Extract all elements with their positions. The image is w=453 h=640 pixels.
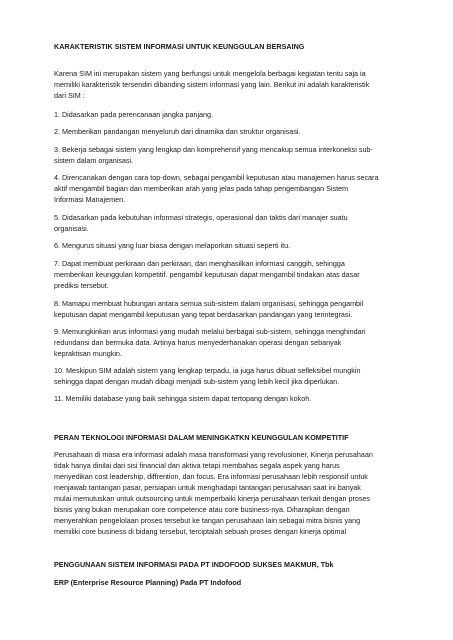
intro-paragraph: Karena SIM ini merupakan sistem yang berfungsi untuk mengelola berbagai kegiatan tentu saja ia memiliki karakteristik tersendiri dibanding sistem informasi yang lain. Berikut ini adalah karakteristik dari SIM :: [54, 69, 370, 100]
list-item-9: 9. Memungkinkan arus informasi yang mudah melalui berbagai sub-sistem, sehingga menghindari redundansi dan bermuka data. Artinya harus menyederhanakan operasi dengan sebanyak kepraktisan mungkin.: [54, 327, 366, 358]
peran-paragraph: Perusahaan di masa era informasi adalah masa transformasi yang revolusioner, Kinerja perusahaan tidak hanya dinilai dari sisi financial dan aktiva tetapi membahas segala aspek yang harus menyedikan cost leadership, diffrention, dan focus. Era informasi perusahaan lebih responsif untuk menjawab tantangan pasar, persiapan untuk menghadapi tantangan perusahaan saat ini banyak mulai memutuskan untuk outsourcing untuk memperbaiki kinerja perusahaan terkait dengan proses bisnis yang bukan merupakan core competence atau core business-nya. Diharapkan dengan menyerahkan pengelolaan proses tersebut ke tangan perusahaan lain sebagai mitra bisnis yang memiliki core business di bidang tersebut, terciptalah sebuah proses dengan kinerja optimal: [54, 450, 373, 536]
list-item-2: 2. Memberikan pandangan menyeluruh dari dinamika dan struktur organisasi.: [54, 127, 301, 136]
list-item-8: 8. Mamapu membuat hubungan antara semua sub-sistem dalam organisasi, sehingga pengambil keputusan dapat mengambil keputusan yang tepat berdasarkan pandangan yang terintegrasi.: [54, 299, 364, 319]
list-item-5: 5. Didasarkan pada kebutuhan informasi strategis, operasional dan taktis dari manajer suatu organisasi.: [54, 213, 348, 233]
section-heading-peran: PERAN TEKNOLOGI INFORMASI DALAM MENINGKATKN KEUNGGULAN KOMPETITIF: [54, 433, 349, 442]
list-item-7: 7. Dapat membuat perkiraan dan perkiraan, dan menghasilkan informasi canggih, sehingga memberikan keunggulan kompetitif. pengambil keputusan dapat mengambil tindakan atas dasar prediksi tersebut.: [54, 259, 360, 290]
list-item-10: 10. Meskipun SIM adalah sistem yang lengkap terpadu, ia juga harus dibuat sefleksibel mungkin sehingga dapat dengan mudah dibagi menjadi sub-sistem yang lebih kecil jika diperlukan.: [54, 366, 361, 386]
list-item-1: 1. Didasarkan pada perencanaan jangka panjang.: [54, 110, 214, 119]
list-item-3: 3. Bekerja sebagai sistem yang lengkap dan komprehensif yang mencakup semua interkoneksi sub- sistem dalam organisasi.: [54, 145, 373, 165]
section-heading-karakteristik: KARAKTERISTIK SISTEM INFORMASI UNTUK KEUNGGULAN BERSAING: [54, 42, 305, 51]
list-item-11: 11. Memiliki database yang baik sehingga sistem dapat tertopang dengan kokoh.: [54, 394, 312, 403]
list-item-4: 4. Direncanakan dengan cara top-down, sebagai pengambil keputusan atau manajemen harus secara aktif mengambil bagian dan memberikan arah yang jelas pada tahap pengembangan Sistem Informasi Manajemen.: [54, 173, 379, 204]
section-heading-penggunaan: PENGGUNAAN SISTEM INFORMASI PADA PT INDOFOOD SUKSES MAKMUR, Tbk: [54, 560, 334, 569]
subheading-erp: ERP (Enterprise Resource Planning) Pada PT Indofood: [54, 578, 242, 587]
list-item-6: 6. Mengurus situasi yang luar biasa dengan melaporkan situasi seperti itu.: [54, 241, 291, 250]
